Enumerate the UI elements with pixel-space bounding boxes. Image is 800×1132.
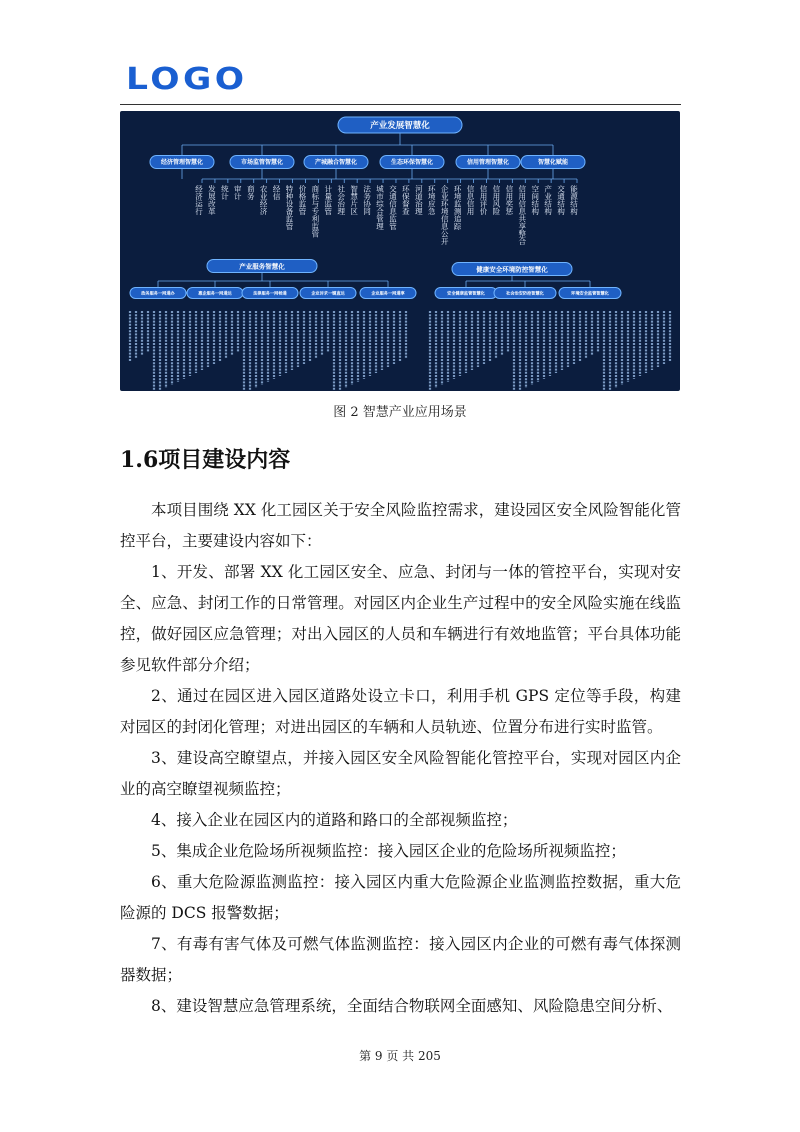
- section-a-item-label: 惠企服务一网通达: [198, 290, 232, 296]
- leaf-label: 审计: [233, 185, 243, 200]
- leaf-label: 经济运行: [194, 185, 204, 215]
- level1-node-label: 生态环保智慧化: [390, 159, 434, 167]
- level1-node-label: 产城融合智慧化: [314, 159, 358, 167]
- leaf-label: 统计: [220, 185, 230, 200]
- smart-industry-diagram: [120, 111, 680, 391]
- leaf-label: 河道治理: [414, 185, 424, 215]
- section-b-node-label: 健康安全环境防控智慧化: [476, 265, 548, 274]
- paragraph: 6、重大危险源监测监控：接入园区内重大危险源企业监测监控数据，重大危险源的 DCS 报警数据；: [120, 873, 681, 922]
- leaf-label: 信用风险: [491, 185, 501, 215]
- section-a-item-label: 企业服务一网通享: [371, 290, 405, 296]
- paragraph: 5、集成企业危险场所视频监控：接入园区企业的危险场所视频监控；: [151, 842, 626, 860]
- figure-caption: 图 2 智慧产业应用场景: [333, 405, 467, 420]
- section-heading: 1.6项目建设内容: [120, 447, 291, 473]
- leaf-label: 信息信用: [466, 185, 476, 215]
- leaf-label: 特种设备监管: [285, 185, 295, 230]
- leaf-label: 空间结构: [530, 185, 540, 215]
- section-b-item-label: 安全健康监管智慧化: [447, 290, 485, 296]
- section-b-item-label: 社会治安防控智慧化: [506, 290, 544, 296]
- leaf-label: 计量监管: [323, 185, 333, 215]
- leaf-label: 价格监管: [297, 185, 307, 215]
- leaf-label: 信用奖惩: [504, 185, 514, 215]
- header-rule: [120, 104, 681, 105]
- section-a-item-label: 企业诉求一键直达: [311, 290, 345, 296]
- leaf-label: 交通信息监管: [388, 185, 398, 230]
- level1-node-label: 智慧化赋能: [537, 159, 569, 167]
- paragraph: 7、有毒有害气体及可燃气体监测监控：接入园区内企业的可燃有毒气体探测器数据；: [120, 935, 681, 984]
- level1-node-label: 市场监管智慧化: [240, 159, 284, 167]
- leaf-label: 城市综合管理: [375, 185, 385, 230]
- leaf-label: 发展改革: [207, 185, 217, 215]
- level1-node-label: 信用管理智慧化: [466, 159, 510, 167]
- paragraph: 本项目围绕 XX 化工园区关于安全风险监控需求，建设园区安全风险智能化管控平台，主要建设内容如下：: [120, 501, 681, 550]
- page-footer: 第 9 页 共 205: [359, 1049, 441, 1063]
- leaf-label: 环境监测追踪: [453, 185, 463, 230]
- level1-node-label: 经济管理智慧化: [160, 159, 204, 167]
- section-a-item-label: 法律服务一网畅通: [253, 290, 287, 296]
- section-a-node-label: 产业服务智慧化: [239, 262, 285, 271]
- leaf-label: 社会治理: [336, 185, 346, 215]
- section-a-item-label: 政务服务一网通办: [141, 290, 175, 296]
- paragraph: 1、开发、部署 XX 化工园区安全、应急、封闭与一体的管控平台，实现对安全、应急、封闭工作的日常管理。对园区内企业生产过程中的安全风险实施在线监控，做好园区应急管理；对出入园区的人员和车辆进行有效地监管；平台具体功能参见软件部分介绍；: [120, 563, 681, 674]
- leaf-label: 经信: [272, 185, 282, 200]
- leaf-label: 信用信息共享整合: [517, 185, 527, 245]
- leaf-label: 交通结构: [556, 185, 566, 215]
- paragraph: 3、建设高空瞭望点，并接入园区安全风险智能化管控平台，实现对园区内企业的高空瞭望视频监控；: [120, 749, 681, 798]
- section-b-item-label: 环境安全监管智慧化: [571, 290, 609, 296]
- leaf-label: 智慧片区: [349, 185, 359, 215]
- leaf-label: 信用评价: [478, 185, 488, 215]
- paragraph: 8、建设智慧应急管理系统，全面结合物联网全面感知、风险隐患空间分析、: [151, 997, 673, 1015]
- leaf-label: 能源结构: [569, 185, 579, 215]
- leaf-label: 商务: [246, 185, 256, 200]
- leaf-label: 环保督查: [401, 185, 411, 215]
- leaf-label: 商标与专利监管: [310, 185, 320, 238]
- diagram-title-label: 产业发展智慧化: [370, 120, 430, 131]
- paragraph: 4、接入企业在园区内的道路和路口的全部视频监控；: [151, 811, 518, 829]
- leaf-label: 环境应急: [427, 185, 437, 215]
- paragraph: 2、通过在园区进入园区道路处设立卡口，利用手机 GPS 定位等手段，构建对园区的封闭化管理；对进出园区的车辆和人员轨迹、位置分布进行实时监管。: [120, 687, 681, 736]
- diagram-canvas: [120, 111, 680, 391]
- logo: LOGO: [126, 62, 248, 97]
- leaf-label: 法务协同: [362, 185, 372, 215]
- leaf-label: 农业经济: [259, 185, 269, 215]
- leaf-label: 产业结构: [543, 185, 553, 215]
- leaf-label: 企业环境信息公开: [440, 185, 450, 245]
